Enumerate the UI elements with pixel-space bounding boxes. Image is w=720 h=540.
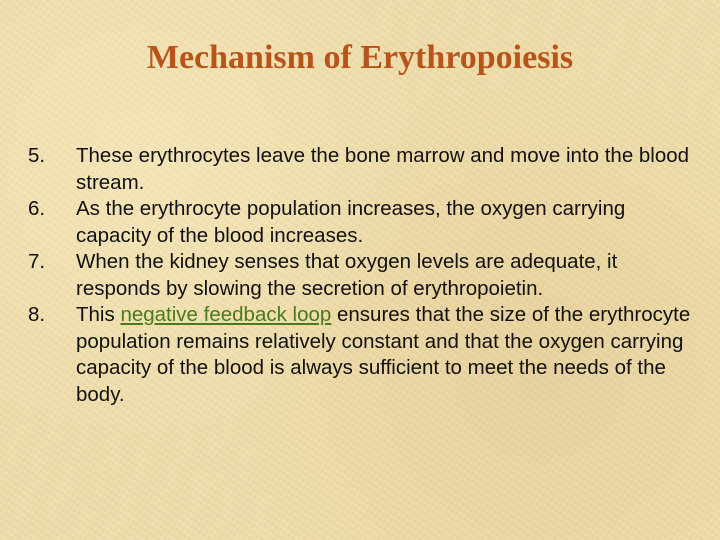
list-item-number: 8. — [28, 303, 46, 326]
list-item-text: These erythrocytes leave the bone marrow and move into the blood stream. — [76, 144, 690, 194]
list-item-text — [76, 302, 698, 408]
list-item-text: When the kidney senses that oxygen levels are adequate, it responds by slowing the secretion of erythropoietin. — [76, 250, 618, 300]
list-item-text-before: This — [76, 303, 121, 326]
list-item-number: 5. — [28, 144, 46, 167]
list-item-number: 6. — [28, 197, 46, 220]
list-item — [28, 302, 698, 408]
negative-feedback-loop-link[interactable]: negative feedback loop — [120, 303, 332, 326]
list-item — [28, 196, 698, 249]
list-item-number: 7. — [28, 250, 46, 273]
list-item-text-after: ensures that the size of the erythrocyte population remains relatively constant and that the oxygen carrying capacity of the blood is always sufficient to meet the needs of the body. — [76, 303, 691, 406]
list-item-text: As the erythrocyte population increases, the oxygen carrying capacity of the blood increases. — [76, 197, 626, 247]
step-list — [28, 143, 698, 408]
list-item — [28, 249, 698, 302]
list-item — [28, 143, 698, 196]
slide-title: Mechanism of Erythropoiesis — [146, 39, 574, 76]
